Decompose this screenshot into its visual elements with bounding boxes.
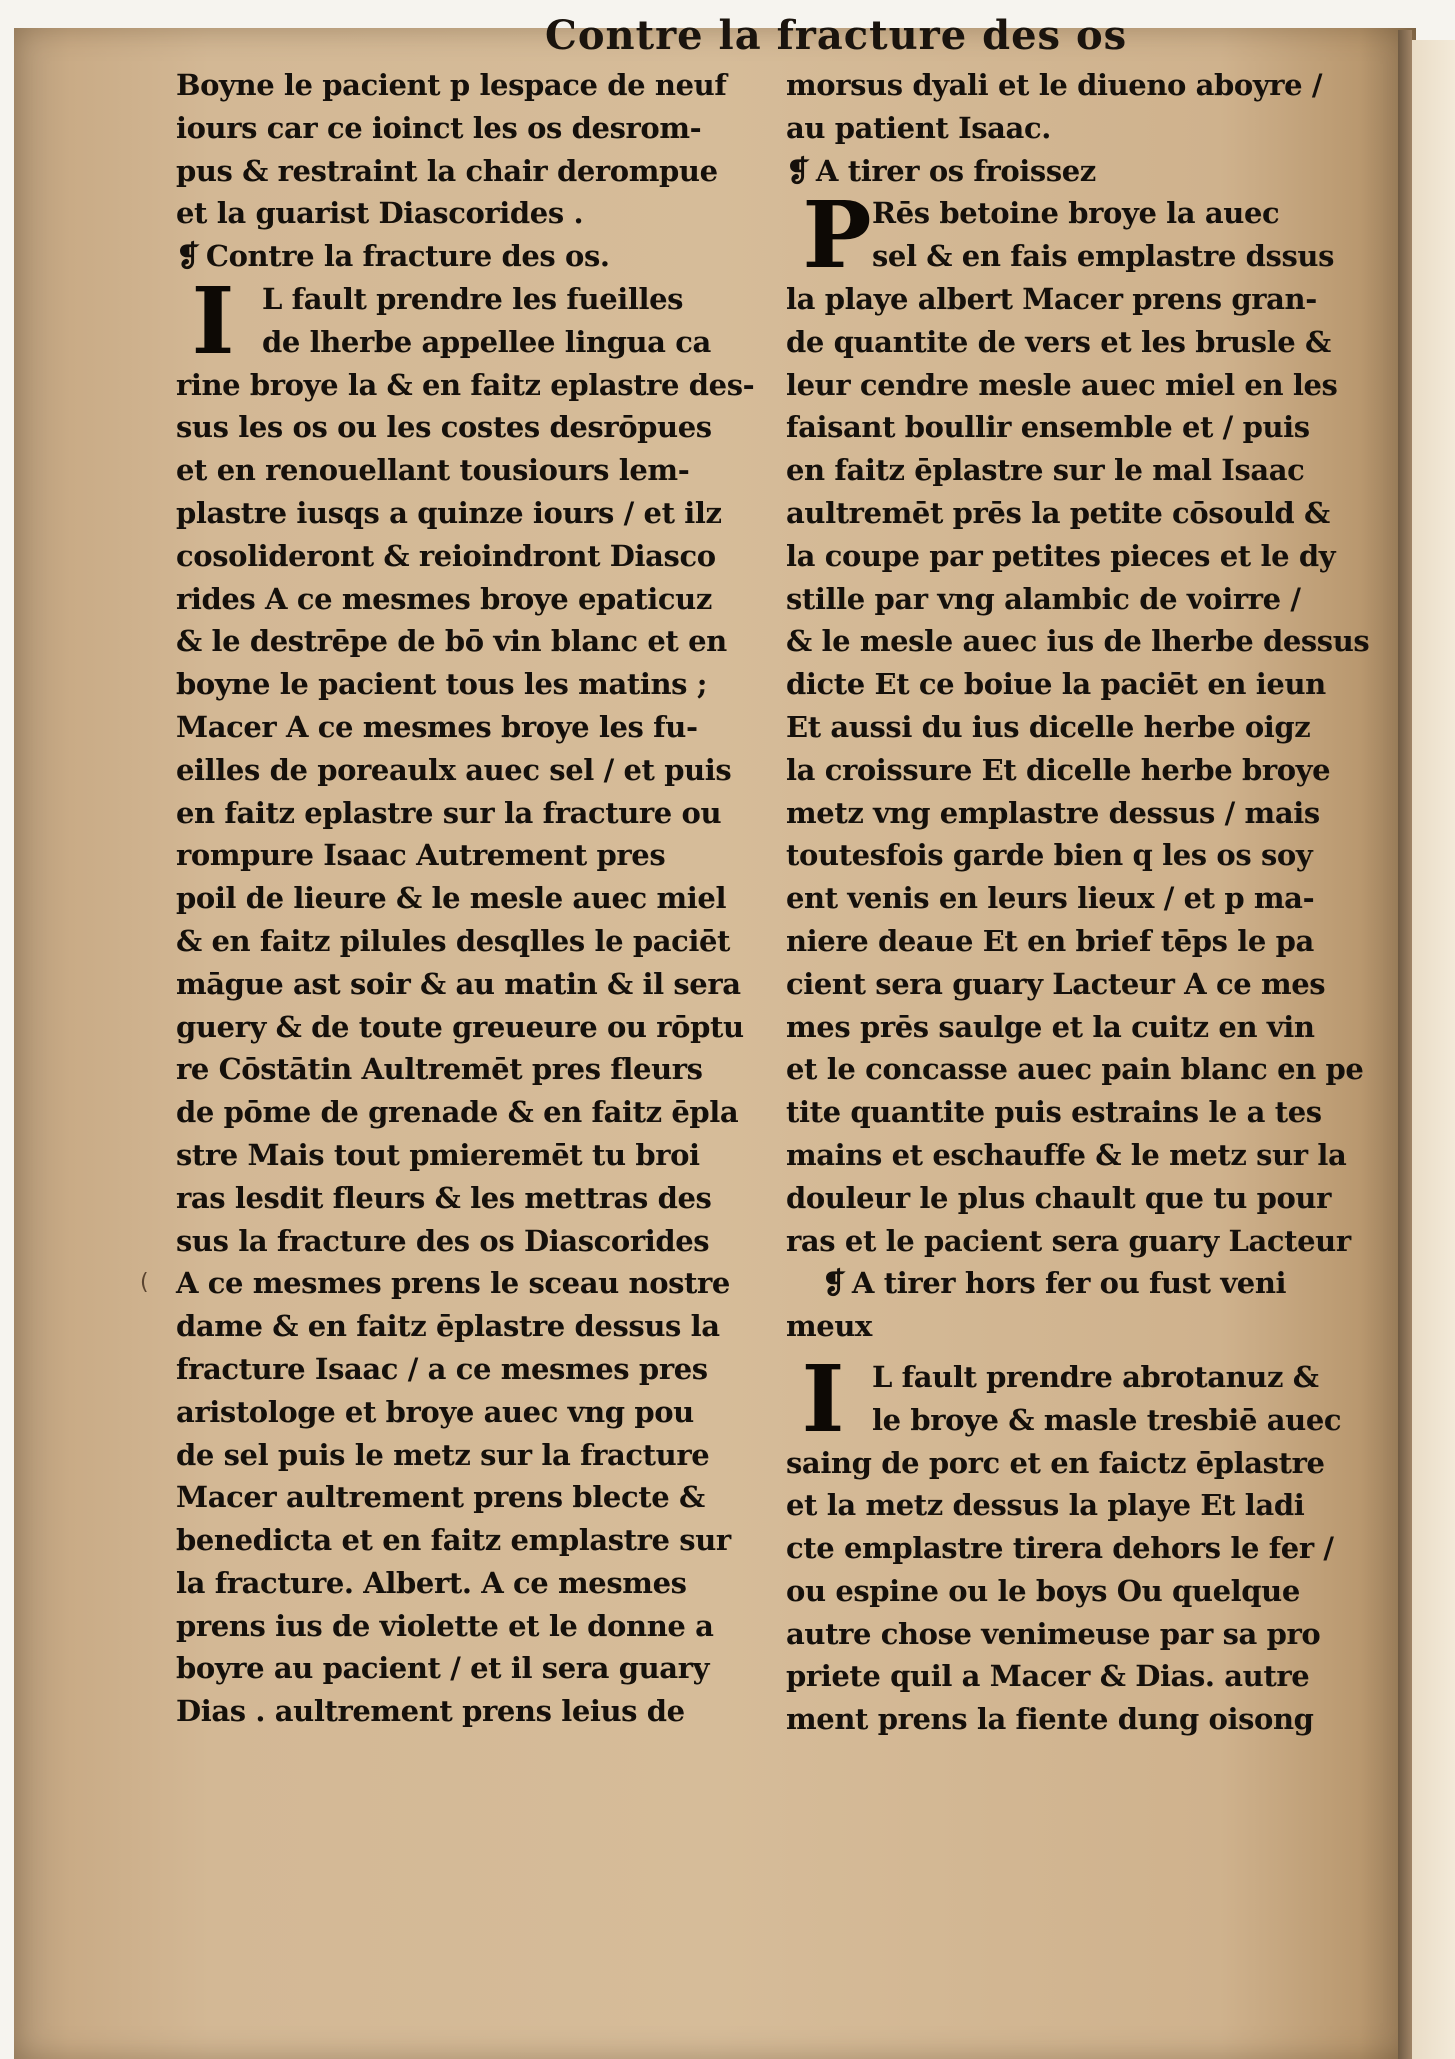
text-line: ent venis en leurs lieux / et p ma- (786, 881, 1315, 916)
text-line: A ce mesmes prens le sceau nostre (176, 1266, 730, 1301)
text-line: guery & de toute greueure ou rōptu (176, 1009, 744, 1044)
text-line: de lherbe appellee lingua ca (262, 324, 711, 359)
drop-capital: I (191, 266, 235, 375)
text-line: mains et eschauffe & le metz sur la (786, 1137, 1347, 1172)
text-line: L fault prendre les fueilles (262, 281, 684, 316)
text-line: dicte Et ce boiue la paciēt en ieun (786, 667, 1326, 702)
binding-gutter (1398, 30, 1412, 2059)
text-line: ment prens la fiente dung oisong (786, 1702, 1314, 1737)
text-line: de pōme de grenade & en faitz ēpla (176, 1095, 739, 1130)
text-line: cte emplastre tirera dehors le fer / (786, 1531, 1334, 1566)
text-line: la croissure Et dicelle herbe broye (786, 752, 1331, 787)
text-line: Et aussi du ius dicelle herbe oigz (786, 709, 1311, 744)
paragraph-mark-icon: ❡ (822, 1266, 846, 1301)
text-line: L fault prendre abrotanuz & (872, 1359, 1319, 1394)
text-line: ras et le pacient sera guary Lacteur (786, 1223, 1351, 1258)
text-line: cient sera guary Lacteur A ce mes (786, 966, 1326, 1001)
left-intro-block (176, 64, 766, 235)
text-line: & en faitz pilules desqlles le paciēt (176, 923, 731, 958)
right-column (786, 64, 1376, 1741)
text-line: priete quil a Macer & Dias. autre (786, 1659, 1310, 1694)
text-line: stre Mais tout pmieremēt tu broi (176, 1137, 700, 1172)
text-line: tite quantite puis estrains le a tes (786, 1095, 1322, 1130)
text-line: benedicta et en faitz emplastre sur (176, 1523, 731, 1558)
right-body-block-2 (786, 1442, 1376, 1742)
text-line: au patient Isaac. (786, 110, 1051, 145)
drop-capital: P (802, 181, 872, 290)
text-line: faisant boullir ensemble et / puis (786, 410, 1310, 445)
text-line: iours car ce ioinct les os desrom- (176, 110, 702, 145)
text-line: sus la fracture des os Diascorides (176, 1223, 710, 1258)
text-line: autre chose venimeuse par sa pro (786, 1616, 1321, 1651)
text-line: de sel puis le metz sur la fracture (176, 1437, 710, 1472)
text-line: en faitz ēplastre sur le mal Isaac (786, 453, 1305, 488)
text-line: māgue ast soir & au matin & il sera (176, 966, 741, 1001)
heading-line: ❡ A tirer hors fer ou fust veni (822, 1266, 1287, 1301)
text-line: la playe albert Macer prens gran- (786, 281, 1317, 316)
text-line: toutesfois garde bien q les os soy (786, 838, 1313, 873)
text-line: eilles de poreaulx auec sel / et puis (176, 752, 732, 787)
text-line: Dias . aultrement prens leius de (176, 1694, 685, 1729)
right-intro-block (786, 64, 1376, 150)
text-line: metz vng emplastre dessus / mais (786, 795, 1320, 830)
text-line: rides A ce mesmes broye epaticuz (176, 581, 712, 616)
text-line: niere deaue Et en brief tēps le pa (786, 923, 1314, 958)
text-line: mes prēs saulge et la cuitz en vin (786, 1009, 1315, 1044)
text-line: en faitz eplastre sur la fracture ou (176, 795, 722, 830)
text-line: ras lesdit fleurs & les mettras des (176, 1180, 712, 1215)
text-line: pus & restraint la chair derompue (176, 153, 718, 188)
text-line: boyne le pacient tous les matins ; (176, 667, 708, 702)
text-line: rompure Isaac Autrement pres (176, 838, 666, 873)
text-line: dame & en faitz ēplastre dessus la (176, 1309, 720, 1344)
heading-line: meux (786, 1309, 872, 1344)
text-line: & le mesle auec ius de lherbe dessus (786, 624, 1370, 659)
paragraph-mark-icon: ❡ (786, 153, 810, 188)
text-line: douleur le plus chault que tu pour (786, 1180, 1331, 1215)
text-line: aristologe et broye auec vng pou (176, 1394, 694, 1429)
text-line: saing de porc et en faictz ēplastre (786, 1445, 1325, 1480)
text-line: leur cendre mesle auec miel en les (786, 367, 1338, 402)
text-line: et en renouellant tousiours lem- (176, 453, 690, 488)
paragraph-mark-icon: ❡ (176, 239, 200, 274)
text-line: et la guarist Diascorides . (176, 196, 584, 231)
section-heading: ❡ Contre la fracture des os. (176, 239, 610, 274)
text-line: & le destrēpe de bō vin blanc et en (176, 624, 727, 659)
text-line: rine broye la & en faitz eplastre des- (176, 367, 755, 402)
text-line: et le concasse auec pain blanc en pe (786, 1052, 1364, 1087)
text-line: de quantite de vers et les brusle & (786, 324, 1331, 359)
section-heading (786, 1262, 1376, 1348)
section-heading: ❡ A tirer os froissez (786, 153, 1096, 188)
text-line: re Cōstātin Aultremēt pres fleurs (176, 1052, 703, 1087)
text-line: et la metz dessus la playe Et ladi (786, 1488, 1305, 1523)
running-header: Contre la fracture des os (545, 12, 1128, 59)
text-line: morsus dyali et le diueno aboyre / (786, 68, 1323, 102)
text-line: sus les os ou les costes desrōpues (176, 410, 712, 445)
left-column (176, 64, 766, 1733)
text-line: poil de lieure & le mesle auec miel (176, 881, 727, 916)
drop-capital: I (801, 1344, 845, 1453)
text-line: Macer aultrement prens blecte & (176, 1480, 705, 1515)
text-line: ou espine ou le boys Ou quelque (786, 1573, 1300, 1608)
text-line: Macer A ce mesmes broye les fu- (176, 709, 698, 744)
text-line: stille par vng alambic de voirre / (786, 581, 1301, 616)
text-line: boyre au pacient / et il sera guary (176, 1651, 710, 1686)
text-line: fracture Isaac / a ce mesmes pres (176, 1351, 708, 1386)
text-line: Boyne le pacient p lespace de neuf (176, 68, 727, 102)
text-line: sel & en fais emplastre dssus (872, 239, 1335, 274)
text-line: la coupe par petites pieces et le dy (786, 538, 1336, 573)
text-line: aultremēt prēs la petite cōsould & (786, 495, 1330, 530)
dropcap-paragraph (786, 181, 1376, 290)
text-line: prens ius de violette et le donne a (176, 1608, 714, 1643)
text-line: la fracture. Albert. A ce mesmes (176, 1565, 687, 1600)
right-body-block (786, 278, 1376, 1262)
text-line: Rēs betoine broye la auec (872, 196, 1280, 231)
dropcap-paragraph (176, 266, 766, 375)
text-line: cosolideront & reioindront Diasco (176, 538, 716, 573)
left-body-block (176, 364, 766, 1734)
dropcap-paragraph (786, 1344, 1376, 1453)
margin-mark: ( (140, 1270, 149, 1295)
adjacent-leaf (1412, 40, 1455, 2059)
text-line: plastre iusqs a quinze iours / et ilz (176, 495, 722, 530)
text-line: le broye & masle tresbiē auec (872, 1402, 1342, 1437)
